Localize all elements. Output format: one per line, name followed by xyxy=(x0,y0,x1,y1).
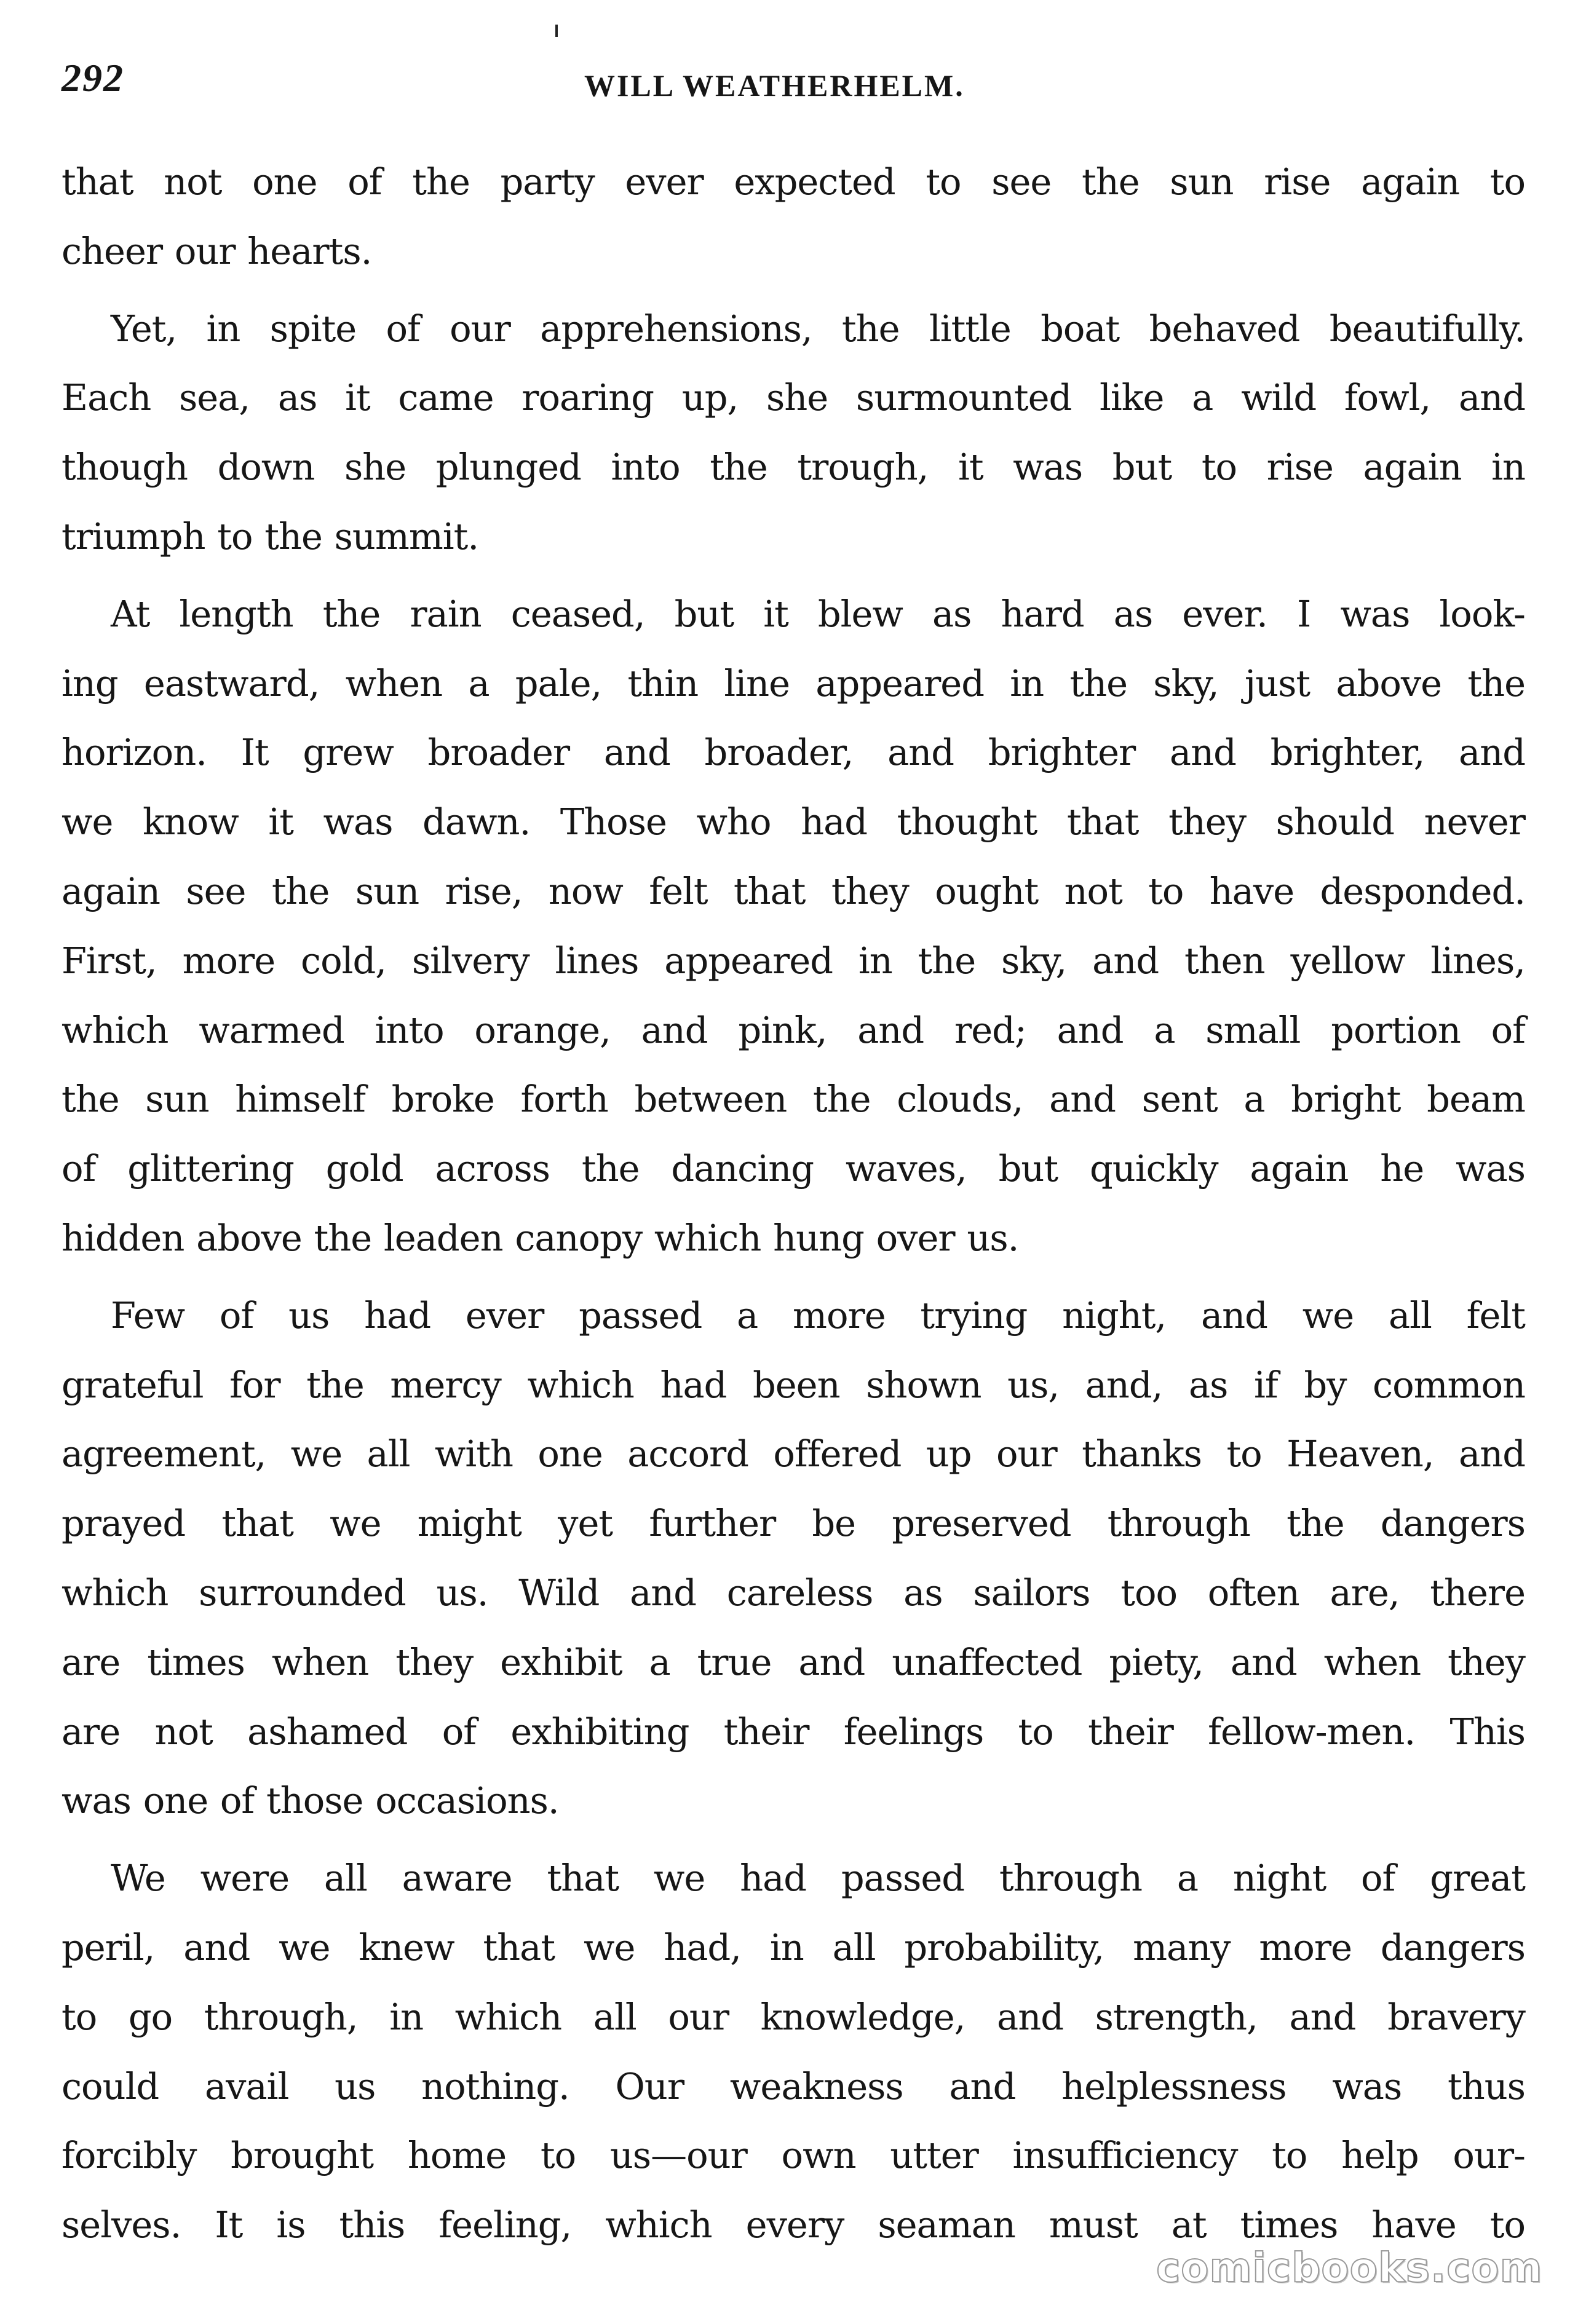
text-line: of glittering gold across the dancing waves, but quickly again he was xyxy=(61,1147,1525,1190)
running-head: WILL WEATHERHELM. xyxy=(584,68,965,103)
paragraph xyxy=(61,294,1525,572)
text-line: At length the rain ceased, but it blew as hard as ever. I was look- xyxy=(111,592,1525,635)
text-line: again see the sun rise, now felt that they ought not to have desponded. xyxy=(61,869,1525,912)
body-text xyxy=(61,148,1525,2268)
text-line: First, more cold, silvery lines appeared in the sky, and then yellow lines, xyxy=(61,939,1525,982)
text-line: prayed that we might yet further be preserved through the dangers xyxy=(61,1502,1525,1545)
paragraph xyxy=(61,148,1525,287)
text-line: peril, and we knew that we had, in all probability, many more dangers xyxy=(61,1926,1525,1969)
text-line: Each sea, as it came roaring up, she surmounted like a wild fowl, and xyxy=(61,376,1525,419)
paragraph xyxy=(61,580,1525,1273)
paragraph xyxy=(61,1844,1525,2260)
text-line: cheer our hearts. xyxy=(61,229,372,272)
text-line: that not one of the party ever expected to see the sun rise again to xyxy=(61,160,1525,203)
text-line: ing eastward, when a pale, thin line appeared in the sky, just above the xyxy=(61,662,1525,705)
text-line: was one of those occasions. xyxy=(61,1779,559,1822)
text-line: We were all aware that we had passed through a night of great xyxy=(111,1857,1525,1900)
text-line: are times when they exhibit a true and unaffected piety, and when they xyxy=(61,1640,1525,1683)
text-line: which warmed into orange, and pink, and red; and a small portion of xyxy=(61,1008,1525,1051)
text-line: Few of us had ever passed a more trying night, and we all felt xyxy=(111,1294,1525,1337)
text-line: which surrounded us. Wild and careless as sailors too often are, there xyxy=(61,1571,1525,1614)
text-line: forcibly brought home to us—our own utter insufficiency to help our- xyxy=(61,2134,1525,2177)
text-line: to go through, in which all our knowledge, and strength, and bravery xyxy=(61,1995,1525,2038)
text-line: selves. It is this feeling, which every seaman must at times have to xyxy=(61,2203,1525,2247)
paragraph xyxy=(61,1281,1525,1836)
text-line: are not ashamed of exhibiting their feelings to their fellow-men. This xyxy=(61,1710,1525,1753)
text-line: though down she plunged into the trough, it was but to rise again in xyxy=(61,446,1525,489)
text-line: triumph to the summit. xyxy=(61,515,479,558)
text-line: hidden above the leaden canopy which hung over us. xyxy=(61,1216,1019,1259)
page-header xyxy=(0,55,1594,111)
text-line: grateful for the mercy which had been shown us, and, as if by common xyxy=(61,1363,1525,1406)
text-line: agreement, we all with one accord offered up our thanks to Heaven, and xyxy=(61,1433,1525,1476)
text-line: we know it was dawn. Those who had thought that they should never xyxy=(61,800,1525,844)
page-number: 292 xyxy=(61,56,124,100)
text-line: Yet, in spite of our apprehensions, the little boat behaved beautifully. xyxy=(111,307,1525,350)
text-line: the sun himself broke forth between the clouds, and sent a bright beam xyxy=(61,1078,1525,1121)
watermark: comicbooks.com xyxy=(1156,2244,1543,2291)
print-mark xyxy=(555,25,558,37)
text-line: could avail us nothing. Our weakness and helplessness was thus xyxy=(61,2065,1525,2108)
text-line: horizon. It grew broader and broader, and brighter and brighter, and xyxy=(61,731,1525,774)
